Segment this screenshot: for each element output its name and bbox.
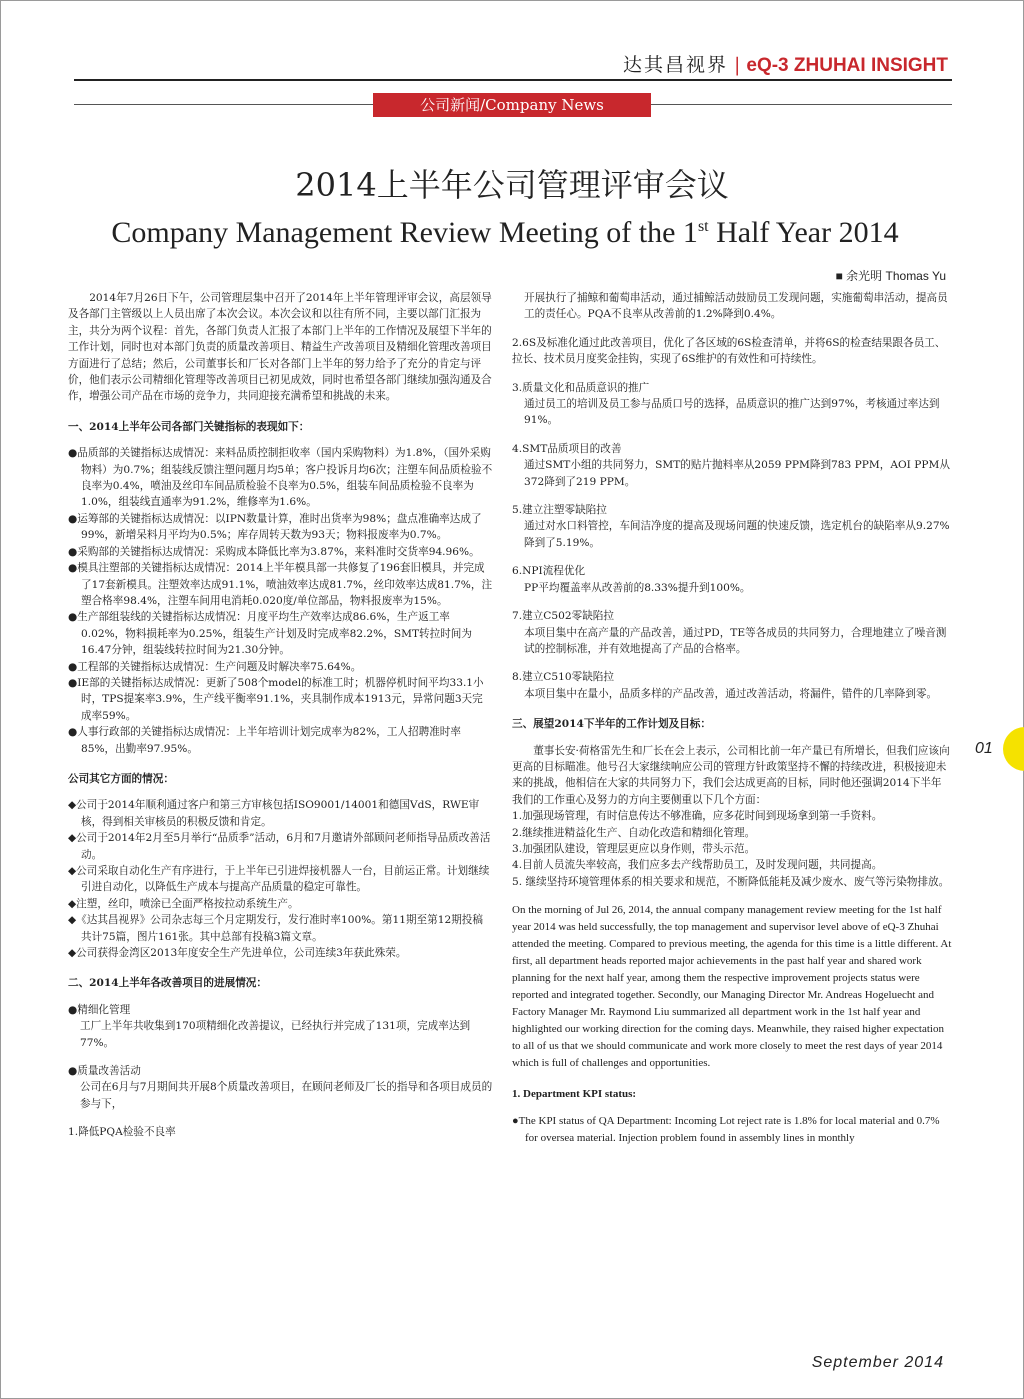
pqa-continued: 开展执行了捕鲸和葡萄串活动，通过捕鲸活动鼓励员工发现问题，实施葡萄串活动，提高员工的责任心。PQA不良率从改善前的1.2%降到0.4%。 xyxy=(524,292,948,321)
section-heading-1: 一、2014上半年公司各部门关键指标的表现如下： xyxy=(68,420,310,433)
other-item-safety-award: ◆公司获得金湾区2013年度安全生产先进单位，公司连续3年获此殊荣。 xyxy=(68,947,407,960)
other-item-automation: ◆公司采取自动化生产有序进行，于上半年已引进焊接机器人一台，目前运正常。计划继续引进自动化，以降低生产成本与提高产品质量的稳定可靠性。 xyxy=(68,865,490,894)
page-number: 01 xyxy=(975,740,993,757)
masthead-separator: | xyxy=(733,54,741,76)
lean-title: ●精细化管理 xyxy=(68,1003,131,1016)
issue-date: September 2014 xyxy=(811,1354,944,1371)
project-7-title: 7.建立C502零缺陷拉 xyxy=(512,610,614,623)
project-7-text: 本项目集中在高产量的产品改善，通过PD，TE等各成员的共同努力，合理地建立了噪音测试的控制标准，并有效地提高了产品的合格率。 xyxy=(524,626,947,655)
quality-text: 公司在6月与7月期间共开展8个质量改善项目，在顾问老师及厂长的指导和各项目成员的参与下， xyxy=(80,1081,493,1110)
project-5-title: 5.建立注塑零缺陷拉 xyxy=(512,504,607,517)
section-heading-other: 公司其它方面的情况： xyxy=(68,772,174,785)
intro-paragraph: 2014年7月26日下午，公司管理层集中召开了2014年上半年管理评审会议，高层领导及各部门主管级以上人员出席了本次会议。本次会议和以往有所不同，主要以部门汇报为主，共分为两个议程：首先，各部门负责人汇报了本部门上半年的工作情况及展望下半年的工作计划，同时也对本部门负责的质量改善项目、精益生产改善项目及精细化管理改善项目方面进行了总结；然后，公司董事长和厂长对各部门上半年的努力给予了充分的肯定与评价，他们表示公司精细化管理等改善项目已初见成效，同时也希望各部门继续加强沟通及合作，增强公司产品在市场的竞争力，共同迎接充满希望和挑战的未来。 xyxy=(68,292,492,403)
section-tag: 公司新闻/Company News xyxy=(373,93,651,117)
english-kpi-qa: ●The KPI status of QA Department: Incoming Lot reject rate is 1.8% for local material and 0.7% for oversea material. Injection problem found in assembly lines in monthly xyxy=(512,1115,940,1145)
plan-item-1: 1.加强现场管理，有时信息传达不够准确，应多花时间到现场拿到第一手资料。 xyxy=(512,810,883,823)
english-heading-kpi: 1. Department KPI status: xyxy=(512,1088,637,1101)
project-4-text: 通过SMT小组的共同努力，SMT的贴片抛料率从2059 PPM降到783 PPM，AOI PPM从372降到了219 PPM。 xyxy=(524,459,950,488)
kpi-item-engineering: ●工程部的关键指标达成情况：生产问题及时解决率75.64%。 xyxy=(68,660,362,673)
magazine-name-en: eQ-3 ZHUHAI INSIGHT xyxy=(746,55,948,76)
project-3-title: 3.质量文化和品质意识的推广 xyxy=(512,381,650,394)
pqa-title: 1.降低PQA检验不良率 xyxy=(68,1126,176,1139)
article-title-en xyxy=(0,216,1010,250)
other-item-pull-system: ◆注塑，丝印，喷涂已全面严格按拉动系统生产。 xyxy=(68,897,299,910)
project-5-text: 通过对水口料管控，车间洁净度的提高及现场问题的快速反馈，选定机台的缺陷率从9.27%降到了5.19%。 xyxy=(524,520,950,549)
masthead xyxy=(623,50,948,77)
title-en-main: Company Management Review Meeting of the 1 xyxy=(111,216,698,249)
project-8-title: 8.建立C510零缺陷拉 xyxy=(512,671,614,684)
english-summary: On the morning of Jul 26, 2014, the annual company management review meeting for the 1st half year 2014 was held successfully, the top management and supervisor level above of eQ-3 Zhuhai attended the meeting. Compared to previous meeting, the agenda for this time is a little different. At first, all department heads reported major achievements in the past half year and shared work planning for the next half year, among them the respective improvement projects status were reported and integrated together. Secondly, our Managing Director Mr. Andreas Hogeluecht and Factory Manager Mr. Raymond Liu summarized all department work in the 1st half year and highlighted our working direction for the coming days. Meanwhile, they raised higher expectation to all of us that we should communicate and work more closely to meet the rest days of year 2014 which is full of challenges and opportunities. xyxy=(512,904,952,1070)
project-4-title: 4.SMT品质项目的改善 xyxy=(512,442,622,455)
project-3-text: 通过员工的培训及员工参与品质口号的选择，品质意识的推广达到97%，考核通过率达到91%。 xyxy=(524,398,940,427)
kpi-item-hr: ●人事行政部的关键指标达成情况：上半年培训计划完成率为82%，工人招聘准时率85%，出勤率97.95%。 xyxy=(68,726,461,755)
title-en-sup: st xyxy=(697,218,709,235)
lean-text: 工厂上半年共收集到170项精细化改善提议，已经执行并完成了131项，完成率达到77%。 xyxy=(80,1020,471,1049)
kpi-item-purchasing: ●采购部的关键指标达成情况：采购成本降低比率为3.87%，来料准时交货率94.96%。 xyxy=(68,545,480,558)
plan-item-3: 3.加强团队建设，管理层更应以身作则，带头示范。 xyxy=(512,842,756,855)
other-item-magazine: ◆《达其昌视界》公司杂志每三个月定期发行，发行准时率100%。第11期至第12期投稿共计75篇，图片161张。其中总部有投稿3篇文章。 xyxy=(68,914,483,943)
other-item-quality-season: ◆公司于2014年2月至5月举行“品质季”活动，6月和7月邀请外部顾问老师指导品质改善活动。 xyxy=(68,832,491,861)
plan-item-5: 5. 继续坚持环境管理体系的相关要求和规范，不断降低能耗及减少废水、废气等污染物排放。 xyxy=(512,875,950,888)
article-title-cn: 2014上半年公司管理评审会议 xyxy=(295,166,729,204)
other-item-audit: ◆公司于2014年顺利通过客户和第三方审核包括ISO9001/14001和德国VdS，RWE审核，得到相关审核员的积极反馈和肯定。 xyxy=(68,799,480,828)
project-8-text: 本项目集中在量小，品质多样的产品改善，通过改善活动，将漏件，错件的几率降到零。 xyxy=(524,687,938,700)
plan-item-2: 2.继续推进精益化生产、自动化改造和精细化管理。 xyxy=(512,826,756,839)
project-6s: 2.6S及标准化通过此改善项目，优化了各区域的6S检查清单，并将6S的检查结果跟各员工、拉长、技术员月度奖金挂钩，实现了6S维护的有效性和可持续性。 xyxy=(512,336,946,366)
left-column xyxy=(68,290,493,1141)
kpi-item-molding: ●模具注塑部的关键指标达成情况：2014上半年模具部一共修复了196套旧模具，并完成了17套新模具。注塑效率达成91.1%，喷油效率达成81.7%，丝印效率达成81.7%，注塑合格率98.4%，注塑车间用电消耗0.020度/单位部品，物料报废率为15%。 xyxy=(68,562,493,607)
section-heading-3: 三、展望2014下半年的工作计划及目标： xyxy=(512,718,711,731)
project-6-text: PP平均覆盖率从改善前的8.33%提升到100%。 xyxy=(524,581,751,594)
kpi-item-qa: ●品质部的关键指标达成情况：来料品质控制拒收率（国内采购物料）为1.8%，（国外采购物料）为0.7%；组装线反馈注塑问题月均5单；客户投诉月均6次；注塑车间品质检验不良率为0.4%，喷油及丝印车间品质检验不良率为0.5%，组装车间品质检验不良率为1.0%，组装线直通率为91.2%，维修率为1.6%。 xyxy=(68,447,493,509)
kpi-item-logistics: ●运筹部的关键指标达成情况：以IPN数量计算，准时出货率为98%；盘点准确率达成了99%，新增呆料月平均为0.5%；库存周转天数为93天；物料报废率为0.7%。 xyxy=(68,512,482,542)
magazine-name-cn: 达其昌视界 xyxy=(622,54,728,76)
title-en-tail: Half Year 2014 xyxy=(708,216,899,249)
outlook-paragraph: 董事长安·荷格雷先生和厂长在会上表示，公司相比前一年产量已有所增长，但我们应该向更高的目标瞄准。他号召大家继续响应公司的管理方针政策坚持不懈的持续改进，积极接迎未来的挑战，他相信在大家的共同努力下，我们会达成更高的目标，同时他还强调2014下半年我们的工作重心及努力的方向主要侧重以下几个方面： xyxy=(512,744,950,806)
right-column xyxy=(512,290,952,1147)
project-6-title: 6.NPI流程优化 xyxy=(512,565,586,578)
section-heading-2: 二、2014上半年各改善项目的进展情况： xyxy=(68,977,267,990)
plan-item-4: 4.目前人员流失率较高，我们应多去产线帮助员工，及时发现问题，共同提高。 xyxy=(512,859,883,872)
kpi-item-ie: ●IE部的关键指标达成情况：更新了508个model的标准工时；机器停机时间平均33.1小时，TPS提案率3.9%，生产线平衡率91.1%，夹具制作成本1913元，异常问题3天完成率59%。 xyxy=(68,676,484,722)
header-rule xyxy=(74,79,952,81)
quality-title: ●质量改善活动 xyxy=(68,1065,141,1078)
kpi-item-production: ●生产部组装线的关键指标达成情况：月度平均生产效率达成86.6%，生产返工率0.02%，物料损耗率为0.25%，组装生产计划及时完成率82.2%，SMT转拉时间为16.47分钟，组装线转拉时间为21.30分钟。 xyxy=(68,611,472,657)
author-byline: ■ 余光明 Thomas Yu xyxy=(835,269,946,283)
